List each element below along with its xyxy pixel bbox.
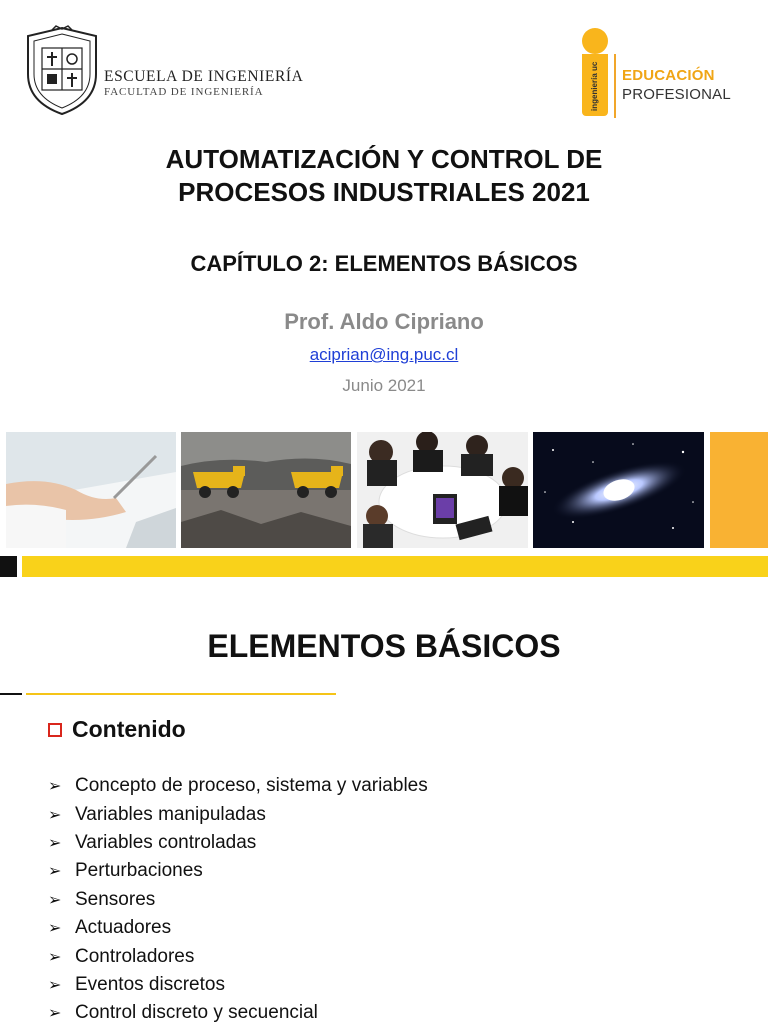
list-item-text: Variables manipuladas bbox=[75, 803, 266, 825]
chapter-title: CAPÍTULO 2: ELEMENTOS BÁSICOS bbox=[190, 251, 578, 276]
list-item bbox=[48, 772, 428, 800]
faculty-name: FACULTAD DE INGENIERÍA bbox=[104, 86, 264, 98]
divider-yellow-bar bbox=[22, 556, 768, 577]
list-item bbox=[48, 999, 428, 1027]
list-item-text: Actuadores bbox=[75, 917, 172, 939]
educacion-profesional-logo bbox=[576, 26, 746, 120]
arrow-bullet-icon: ➢ bbox=[48, 891, 62, 909]
logo-line-2: PROFESIONAL bbox=[622, 86, 731, 103]
arrow-bullet-icon: ➢ bbox=[48, 920, 62, 938]
date-text: Junio 2021 bbox=[342, 376, 426, 395]
course-title bbox=[0, 143, 768, 209]
arrow-bullet-icon: ➢ bbox=[48, 834, 62, 852]
list-item-text: Controladores bbox=[75, 945, 195, 967]
list-item bbox=[48, 914, 428, 942]
section-heading-text: Contenido bbox=[72, 715, 186, 742]
list-item bbox=[48, 857, 428, 885]
mining-trucks-photo bbox=[181, 432, 351, 548]
list-item-text: Sensores bbox=[75, 888, 156, 910]
list-item bbox=[48, 971, 428, 999]
title-underline-black bbox=[0, 693, 22, 695]
list-item bbox=[48, 829, 428, 857]
course-title-line-1: AUTOMATIZACIÓN Y CONTROL DE bbox=[165, 144, 603, 174]
email-link[interactable]: aciprian@ing.puc.cl bbox=[309, 345, 459, 364]
logo-line-1: EDUCACIÓN bbox=[622, 67, 715, 84]
arrow-bullet-icon: ➢ bbox=[48, 863, 62, 881]
section-heading bbox=[48, 714, 186, 744]
slide-title: ELEMENTOS BÁSICOS bbox=[207, 628, 561, 664]
list-item bbox=[48, 800, 428, 828]
arrow-bullet-icon: ➢ bbox=[48, 806, 62, 824]
course-title-line-2: PROCESOS INDUSTRIALES 2021 bbox=[178, 177, 590, 207]
school-name: ESCUELA DE INGENIERÍA bbox=[104, 68, 304, 85]
list-item-text: Variables controladas bbox=[75, 831, 257, 853]
arrow-bullet-icon: ➢ bbox=[48, 948, 62, 966]
arrow-bullet-icon: ➢ bbox=[48, 778, 62, 796]
list-item-text: Eventos discretos bbox=[75, 973, 225, 995]
logo-dot-icon bbox=[582, 28, 608, 54]
galaxy-photo bbox=[533, 432, 704, 548]
hand-writing-photo bbox=[6, 432, 176, 548]
professor-name: Prof. Aldo Cipriano bbox=[284, 309, 484, 334]
university-seal-logo bbox=[22, 24, 102, 116]
logo-vertical-text: ingeniería uc bbox=[590, 61, 599, 111]
business-meeting-photo bbox=[357, 432, 528, 548]
title-underline-yellow bbox=[26, 693, 336, 695]
logo-separator bbox=[614, 54, 616, 118]
list-item bbox=[48, 942, 428, 970]
square-bullet-icon bbox=[48, 723, 62, 737]
list-item-text: Concepto de proceso, sistema y variables bbox=[75, 775, 428, 797]
arrow-bullet-icon: ➢ bbox=[48, 976, 62, 994]
yellow-block bbox=[710, 432, 768, 548]
divider-black-block bbox=[0, 556, 17, 577]
school-name-block bbox=[104, 68, 344, 99]
list-item-text: Perturbaciones bbox=[75, 860, 203, 882]
arrow-bullet-icon: ➢ bbox=[48, 1005, 62, 1023]
email-line bbox=[0, 345, 768, 365]
content-list bbox=[48, 772, 428, 1028]
list-item-text: Control discreto y secuencial bbox=[75, 1002, 318, 1024]
list-item bbox=[48, 886, 428, 914]
